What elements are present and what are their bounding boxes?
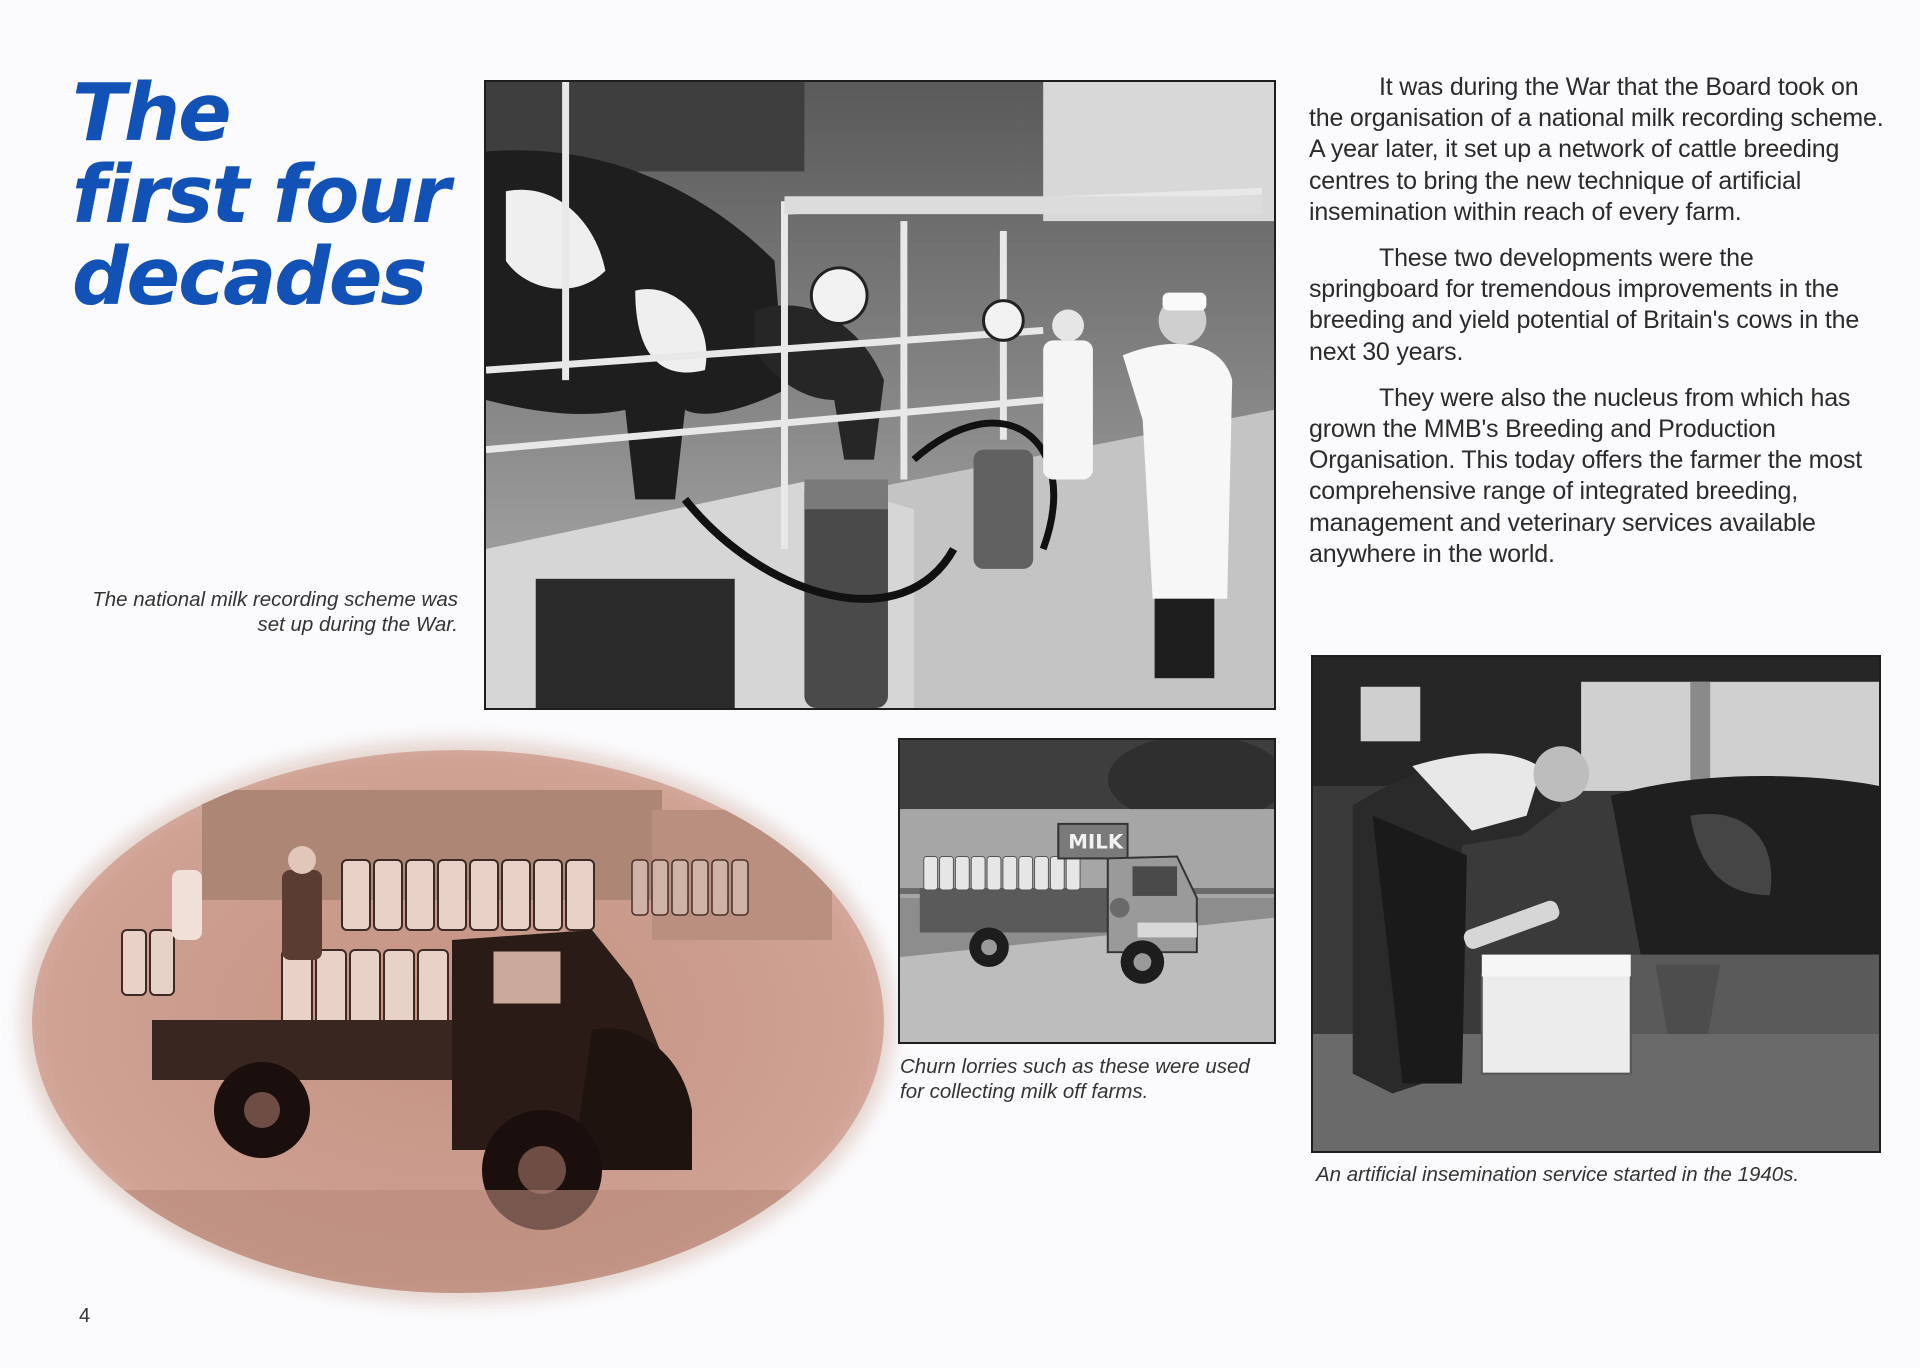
paragraph-3: They were also the nucleus from which has grown the MMB's Breeding and Production Organisation. This today offers the farmer the most comprehensive range of integrated breeding, management and veterinary services available anywhere in the world.	[1309, 383, 1863, 568]
page-number: 4	[79, 1305, 91, 1327]
lorry-sign-text: MILK	[1068, 830, 1124, 854]
churn-lorry-photo	[898, 738, 1276, 1044]
page-title	[72, 67, 449, 323]
title-line-1: The	[72, 67, 230, 159]
paragraph-1: It was during the War that the Board took on the organisation of a national milk recording scheme. A year later, it set up a network of cattle breeding centres to bring the new technique of artificial insemination within reach of every farm.	[1309, 73, 1884, 226]
caption-milking-recording: The national milk recording scheme was set up during the War.	[92, 588, 458, 636]
title-line-2: first four	[72, 149, 449, 241]
artificial-insemination-image	[1313, 657, 1879, 1151]
churn-lorry-image	[900, 740, 1274, 1042]
body-text	[1309, 72, 1889, 585]
milking-parlour-photo	[484, 80, 1276, 710]
caption-artificial-insemination: An artificial insemination service started in the 1940s.	[1316, 1163, 1800, 1186]
artificial-insemination-photo	[1311, 655, 1881, 1153]
vintage-lorry-image	[32, 750, 884, 1293]
vintage-lorry-oval-photo	[32, 750, 884, 1293]
paragraph-2: These two developments were the springboard for tremendous improvements in the breeding and yield potential of Britain's cows in the next 30 years.	[1309, 244, 1860, 366]
milking-parlour-image	[486, 82, 1274, 708]
caption-churn-lorries: Churn lorries such as these were used for collecting milk off farms.	[900, 1055, 1250, 1103]
title-line-3: decades	[72, 231, 426, 323]
